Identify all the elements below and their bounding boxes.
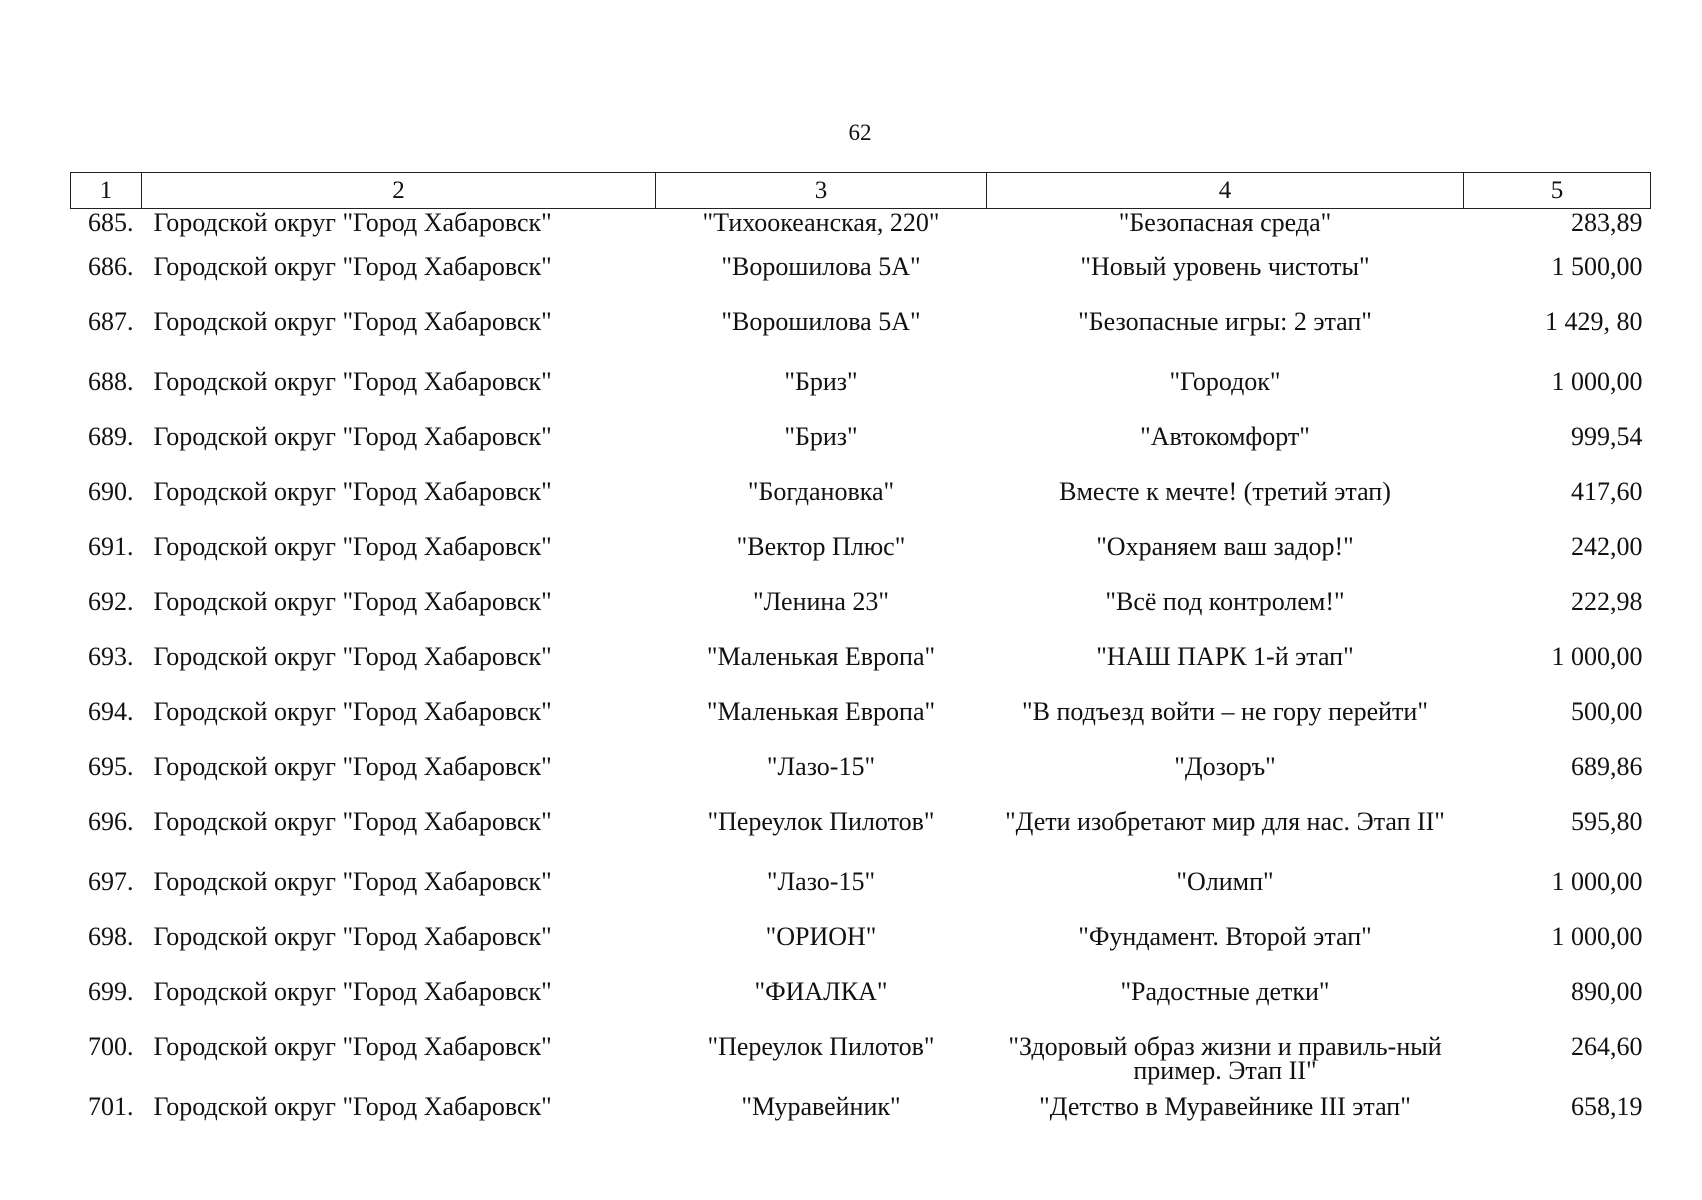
- municipality-cell: Городской округ "Город Хабаровск": [153, 1032, 552, 1061]
- table-body: [71, 209, 1651, 1151]
- row-number: 698.: [88, 922, 134, 951]
- amount-cell: 242,00: [1571, 532, 1643, 561]
- row-number: 687.: [88, 307, 134, 336]
- row-number: 695.: [88, 752, 134, 781]
- table-row: [71, 1095, 1651, 1150]
- project-name-cell: "Радостные детки": [1120, 977, 1330, 1006]
- project-name-cell: "Фундамент. Второй этап": [1078, 922, 1372, 951]
- project-name-cell: "Дети изобретают мир для нас. Этап II": [1005, 807, 1445, 836]
- table-row: [71, 870, 1651, 925]
- municipality-cell: Городской округ "Город Хабаровск": [153, 697, 552, 726]
- row-number: 693.: [88, 642, 134, 671]
- project-name-cell: "Городок": [1169, 367, 1281, 396]
- header-col-5: 5: [1464, 173, 1651, 209]
- municipality-cell: Городской округ "Город Хабаровск": [153, 208, 552, 237]
- project-name-cell: "Детство в Муравейнике III этап": [1039, 1092, 1411, 1121]
- tos-name-cell: "Бриз": [784, 422, 858, 451]
- tos-name-cell: "Маленькая Европа": [706, 642, 936, 671]
- municipality-cell: Городской округ "Город Хабаровск": [153, 532, 552, 561]
- project-name-cell: "Всё под контролем!": [1105, 587, 1345, 616]
- table-header: [71, 173, 1651, 209]
- table-row: [71, 645, 1651, 700]
- tos-name-cell: "Богдановка": [747, 477, 895, 506]
- table-row: [71, 1035, 1651, 1095]
- table-row: [71, 480, 1651, 535]
- project-name-cell: "Здоровый образ жизни и правиль-ный пример. Этап II": [1008, 1032, 1442, 1085]
- amount-cell: 417,60: [1571, 477, 1643, 506]
- project-name-cell: "Дозоръ": [1174, 752, 1276, 781]
- amount-cell: 890,00: [1571, 977, 1643, 1006]
- tos-name-cell: "ОРИОН": [765, 922, 877, 951]
- table-row: [71, 310, 1651, 370]
- amount-cell: 999,54: [1571, 422, 1643, 451]
- tos-name-cell: "Лазо-15": [766, 752, 876, 781]
- municipality-cell: Городской округ "Город Хабаровск": [153, 252, 552, 281]
- row-number: 694.: [88, 697, 134, 726]
- amount-cell: 595,80: [1571, 807, 1643, 836]
- row-number: 688.: [88, 367, 134, 396]
- tos-name-cell: "Бриз": [784, 367, 858, 396]
- table-row: [71, 370, 1651, 425]
- municipality-cell: Городской округ "Город Хабаровск": [153, 307, 552, 336]
- tos-name-cell: "Переулок Пилотов": [707, 1032, 935, 1061]
- municipality-cell: Городской округ "Город Хабаровск": [153, 922, 552, 951]
- table-row: [71, 700, 1651, 755]
- row-number: 686.: [88, 252, 134, 281]
- amount-cell: 500,00: [1571, 697, 1643, 726]
- row-number: 700.: [88, 1032, 134, 1061]
- municipality-cell: Городской округ "Город Хабаровск": [153, 1092, 552, 1121]
- page-number: 62: [848, 120, 872, 145]
- header-row: [71, 173, 1651, 209]
- row-number: 690.: [88, 477, 134, 506]
- table-row: [71, 980, 1651, 1035]
- table-row: [71, 255, 1651, 310]
- project-name-cell: "Автокомфорт": [1140, 422, 1310, 451]
- amount-cell: 1 429, 80: [1545, 307, 1643, 336]
- project-name-cell: "Олимп": [1176, 867, 1274, 896]
- row-number: 691.: [88, 532, 134, 561]
- project-name-cell: Вместе к мечте! (третий этап): [1059, 477, 1391, 506]
- row-number: 696.: [88, 807, 134, 836]
- table-row: [71, 535, 1651, 590]
- tos-name-cell: "Ленина 23": [752, 587, 889, 616]
- municipality-cell: Городской округ "Город Хабаровск": [153, 422, 552, 451]
- row-number: 689.: [88, 422, 134, 451]
- municipality-cell: Городской округ "Город Хабаровск": [153, 587, 552, 616]
- amount-cell: 283,89: [1571, 208, 1643, 237]
- project-name-cell: "Новый уровень чистоты": [1080, 252, 1370, 281]
- amount-cell: 222,98: [1571, 587, 1643, 616]
- table-row: [71, 810, 1651, 870]
- row-number: 699.: [88, 977, 134, 1006]
- municipality-cell: Городской округ "Город Хабаровск": [153, 977, 552, 1006]
- amount-cell: 1 500,00: [1551, 252, 1643, 281]
- municipality-cell: Городской округ "Город Хабаровск": [153, 752, 552, 781]
- header-col-1: 1: [71, 173, 142, 209]
- project-name-cell: "Безопасная среда": [1118, 208, 1332, 237]
- amount-cell: 1 000,00: [1551, 367, 1643, 396]
- row-number: 701.: [88, 1092, 134, 1121]
- tos-name-cell: "Тихоокеанская, 220": [702, 208, 940, 237]
- amount-cell: 1 000,00: [1551, 922, 1643, 951]
- header-col-4: 4: [987, 173, 1464, 209]
- row-number: 697.: [88, 867, 134, 896]
- table-row: [71, 925, 1651, 980]
- amount-cell: 264,60: [1571, 1032, 1643, 1061]
- project-name-cell: "Безопасные игры: 2 этап": [1078, 307, 1372, 336]
- tos-name-cell: "Ворошилова 5А": [721, 307, 921, 336]
- municipality-cell: Городской округ "Город Хабаровск": [153, 367, 552, 396]
- table-row: [71, 425, 1651, 480]
- project-name-cell: "В подъезд войти – не гору перейти": [1022, 697, 1428, 726]
- project-name-cell: "НАШ ПАРК 1-й этап": [1096, 642, 1354, 671]
- header-col-3: 3: [656, 173, 987, 209]
- amount-cell: 1 000,00: [1551, 642, 1643, 671]
- project-name-cell: "Охраняем ваш задор!": [1096, 532, 1354, 561]
- amount-cell: 658,19: [1571, 1092, 1643, 1121]
- table-row: [71, 755, 1651, 810]
- data-table: [70, 172, 1651, 1150]
- header-col-2: 2: [142, 173, 656, 209]
- amount-cell: 1 000,00: [1551, 867, 1643, 896]
- tos-name-cell: "Муравейник": [741, 1092, 901, 1121]
- tos-name-cell: "Ворошилова 5А": [721, 252, 921, 281]
- table-row: [71, 209, 1651, 256]
- tos-name-cell: "Переулок Пилотов": [707, 807, 935, 836]
- row-number: 685.: [88, 208, 134, 237]
- table-row: [71, 590, 1651, 645]
- tos-name-cell: "ФИАЛКА": [754, 977, 888, 1006]
- amount-cell: 689,86: [1571, 752, 1643, 781]
- tos-name-cell: "Вектор Плюс": [736, 532, 906, 561]
- tos-name-cell: "Лазо-15": [766, 867, 876, 896]
- municipality-cell: Городской округ "Город Хабаровск": [153, 867, 552, 896]
- tos-name-cell: "Маленькая Европа": [706, 697, 936, 726]
- municipality-cell: Городской округ "Город Хабаровск": [153, 807, 552, 836]
- municipality-cell: Городской округ "Город Хабаровск": [153, 477, 552, 506]
- municipality-cell: Городской округ "Город Хабаровск": [153, 642, 552, 671]
- row-number: 692.: [88, 587, 134, 616]
